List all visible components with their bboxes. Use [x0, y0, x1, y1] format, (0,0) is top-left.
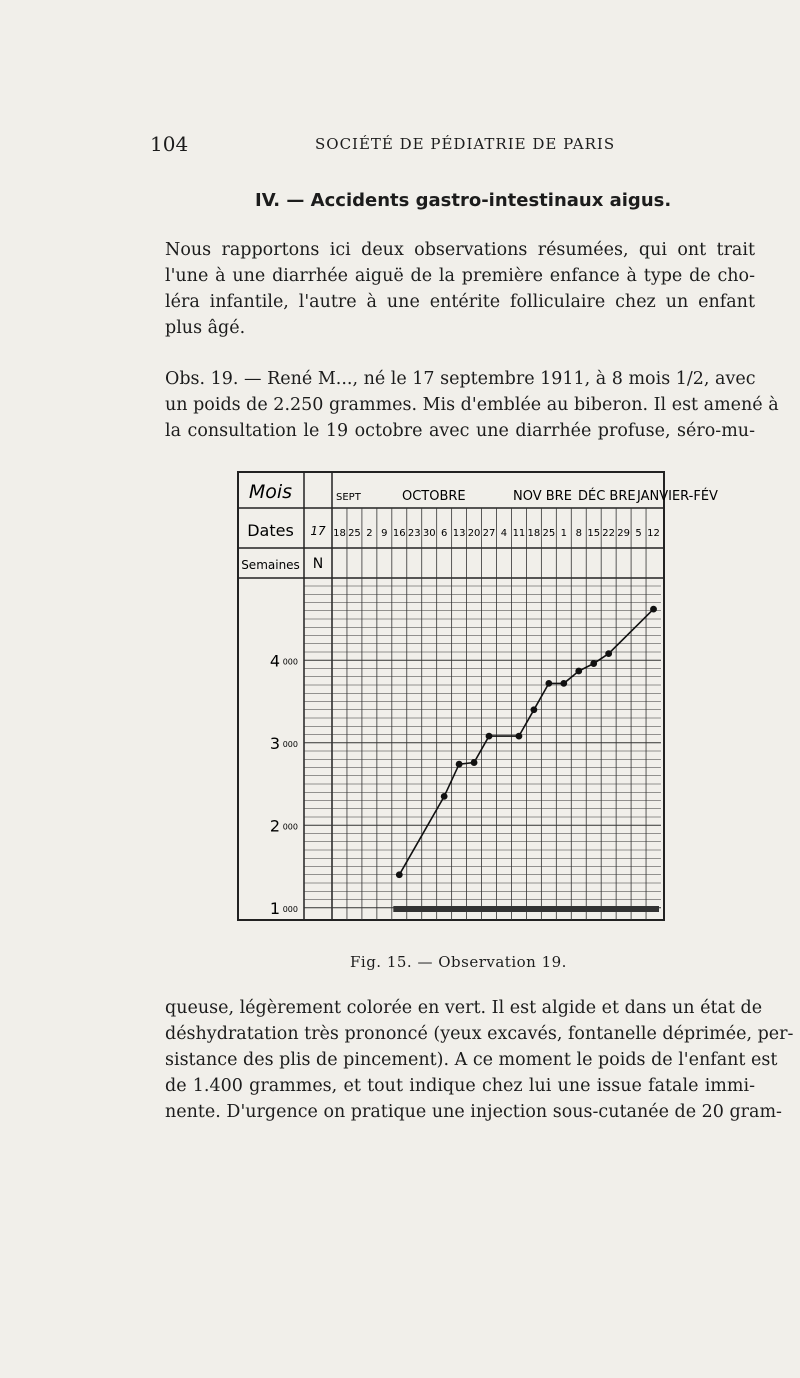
text-line: la consultation le 19 octobre avec une diarrhée profuse, séro-mu- [165, 421, 755, 441]
weeks-label: Semaines [241, 558, 300, 572]
date-label: 9 [381, 528, 388, 539]
date-label: 20 [467, 528, 481, 539]
data-point [650, 606, 657, 613]
date-label: 25 [542, 528, 556, 539]
y-tick-major: 1 [269, 898, 280, 918]
text-line: Obs. 19. — René M..., né le 17 septembre 1911, à 8 mois 1/2, avec [165, 369, 756, 389]
y-tick-label: 000 [282, 657, 298, 667]
date-label: 8 [575, 528, 582, 539]
section-title: IV. — Accidents gastro-intestinaux aigus. [255, 190, 672, 211]
birth-date: 17 [310, 524, 326, 538]
y-tick-major: 4 [269, 651, 280, 671]
chart-grid [238, 472, 664, 920]
paragraph-3 [165, 995, 794, 1125]
data-point [441, 793, 448, 800]
running-title: SOCIÉTÉ DE PÉDIATRIE DE PARIS [315, 135, 616, 153]
page-header [150, 132, 620, 156]
y-tick-label: 000 [282, 904, 298, 914]
month-label: NOV BRE [513, 489, 572, 504]
y-tick-label: 000 [282, 822, 298, 832]
figure-caption: Fig. 15. — Observation 19. [350, 953, 567, 971]
text-line: de 1.400 grammes, et tout indique chez lui une issue fatale immi- [165, 1076, 755, 1096]
text-line: sistance des plis de pincement). A ce moment le poids de l'enfant est [165, 1050, 778, 1070]
weeks-marker: N [312, 556, 324, 572]
date-label: 23 [407, 528, 421, 539]
text-line: déshydratation très prononcé (yeux excavés, fontanelle déprimée, per- [165, 1024, 794, 1044]
date-label: 5 [635, 528, 642, 539]
data-point [530, 706, 537, 713]
text-line: nente. D'urgence on pratique une injection sous-cutanée de 20 gram- [165, 1102, 782, 1122]
month-label: OCTOBRE [402, 489, 466, 504]
date-label: 25 [348, 528, 361, 539]
date-label: 15 [587, 528, 601, 539]
data-point [456, 761, 463, 768]
data-point [396, 871, 403, 878]
date-label: 18 [527, 528, 541, 539]
date-label: 4 [500, 528, 508, 539]
date-label: 30 [422, 528, 436, 539]
text-line: un poids de 2.250 grammes. Mis d'emblée au biberon. Il est amené à [165, 395, 779, 415]
chart-frame [238, 472, 664, 920]
dates-label: Dates [247, 521, 294, 540]
y-tick-major: 2 [269, 816, 280, 836]
date-label: 6 [440, 528, 448, 539]
paragraph-2 [165, 366, 779, 444]
month-label: SEPT [336, 492, 361, 503]
date-label: 22 [602, 528, 616, 539]
date-label: 13 [452, 528, 466, 539]
months-label: Mois [248, 481, 293, 503]
date-label: 29 [617, 528, 630, 539]
date-label: 27 [482, 528, 496, 539]
data-point [590, 660, 597, 667]
text-line: l'une à une diarrhée aiguë de la première enfance à type de cho- [165, 266, 755, 286]
bottom-band [393, 906, 659, 912]
paragraph-1 [165, 237, 755, 341]
date-label: 1 [560, 528, 567, 539]
date-label: 2 [366, 528, 373, 539]
weight-chart [237, 470, 718, 925]
text-line: plus âgé. [165, 318, 246, 338]
text-line: léra infantile, l'autre à une entérite folliculaire chez un enfant [165, 292, 755, 312]
data-point [486, 733, 493, 740]
month-label: DÉC BRE [578, 489, 636, 504]
data-point [516, 733, 523, 740]
data-point [545, 680, 552, 687]
y-tick-label: 000 [282, 739, 298, 749]
text-line: queuse, légèrement colorée en vert. Il est algide et dans un état de [165, 998, 763, 1018]
data-point [560, 680, 567, 687]
data-point [605, 650, 612, 657]
text-line: Nous rapportons ici deux observations résumées, qui ont trait [165, 240, 755, 260]
date-label: 12 [647, 528, 660, 539]
month-label: JANVIER-FÉV [637, 489, 718, 504]
date-label: 16 [392, 528, 406, 539]
date-label: 11 [512, 528, 526, 539]
date-label: 18 [333, 528, 346, 539]
data-point [575, 668, 582, 675]
y-tick-major: 3 [269, 733, 280, 753]
chart-labels [241, 481, 718, 918]
data-point [471, 759, 478, 766]
page-number: 104 [150, 132, 189, 156]
